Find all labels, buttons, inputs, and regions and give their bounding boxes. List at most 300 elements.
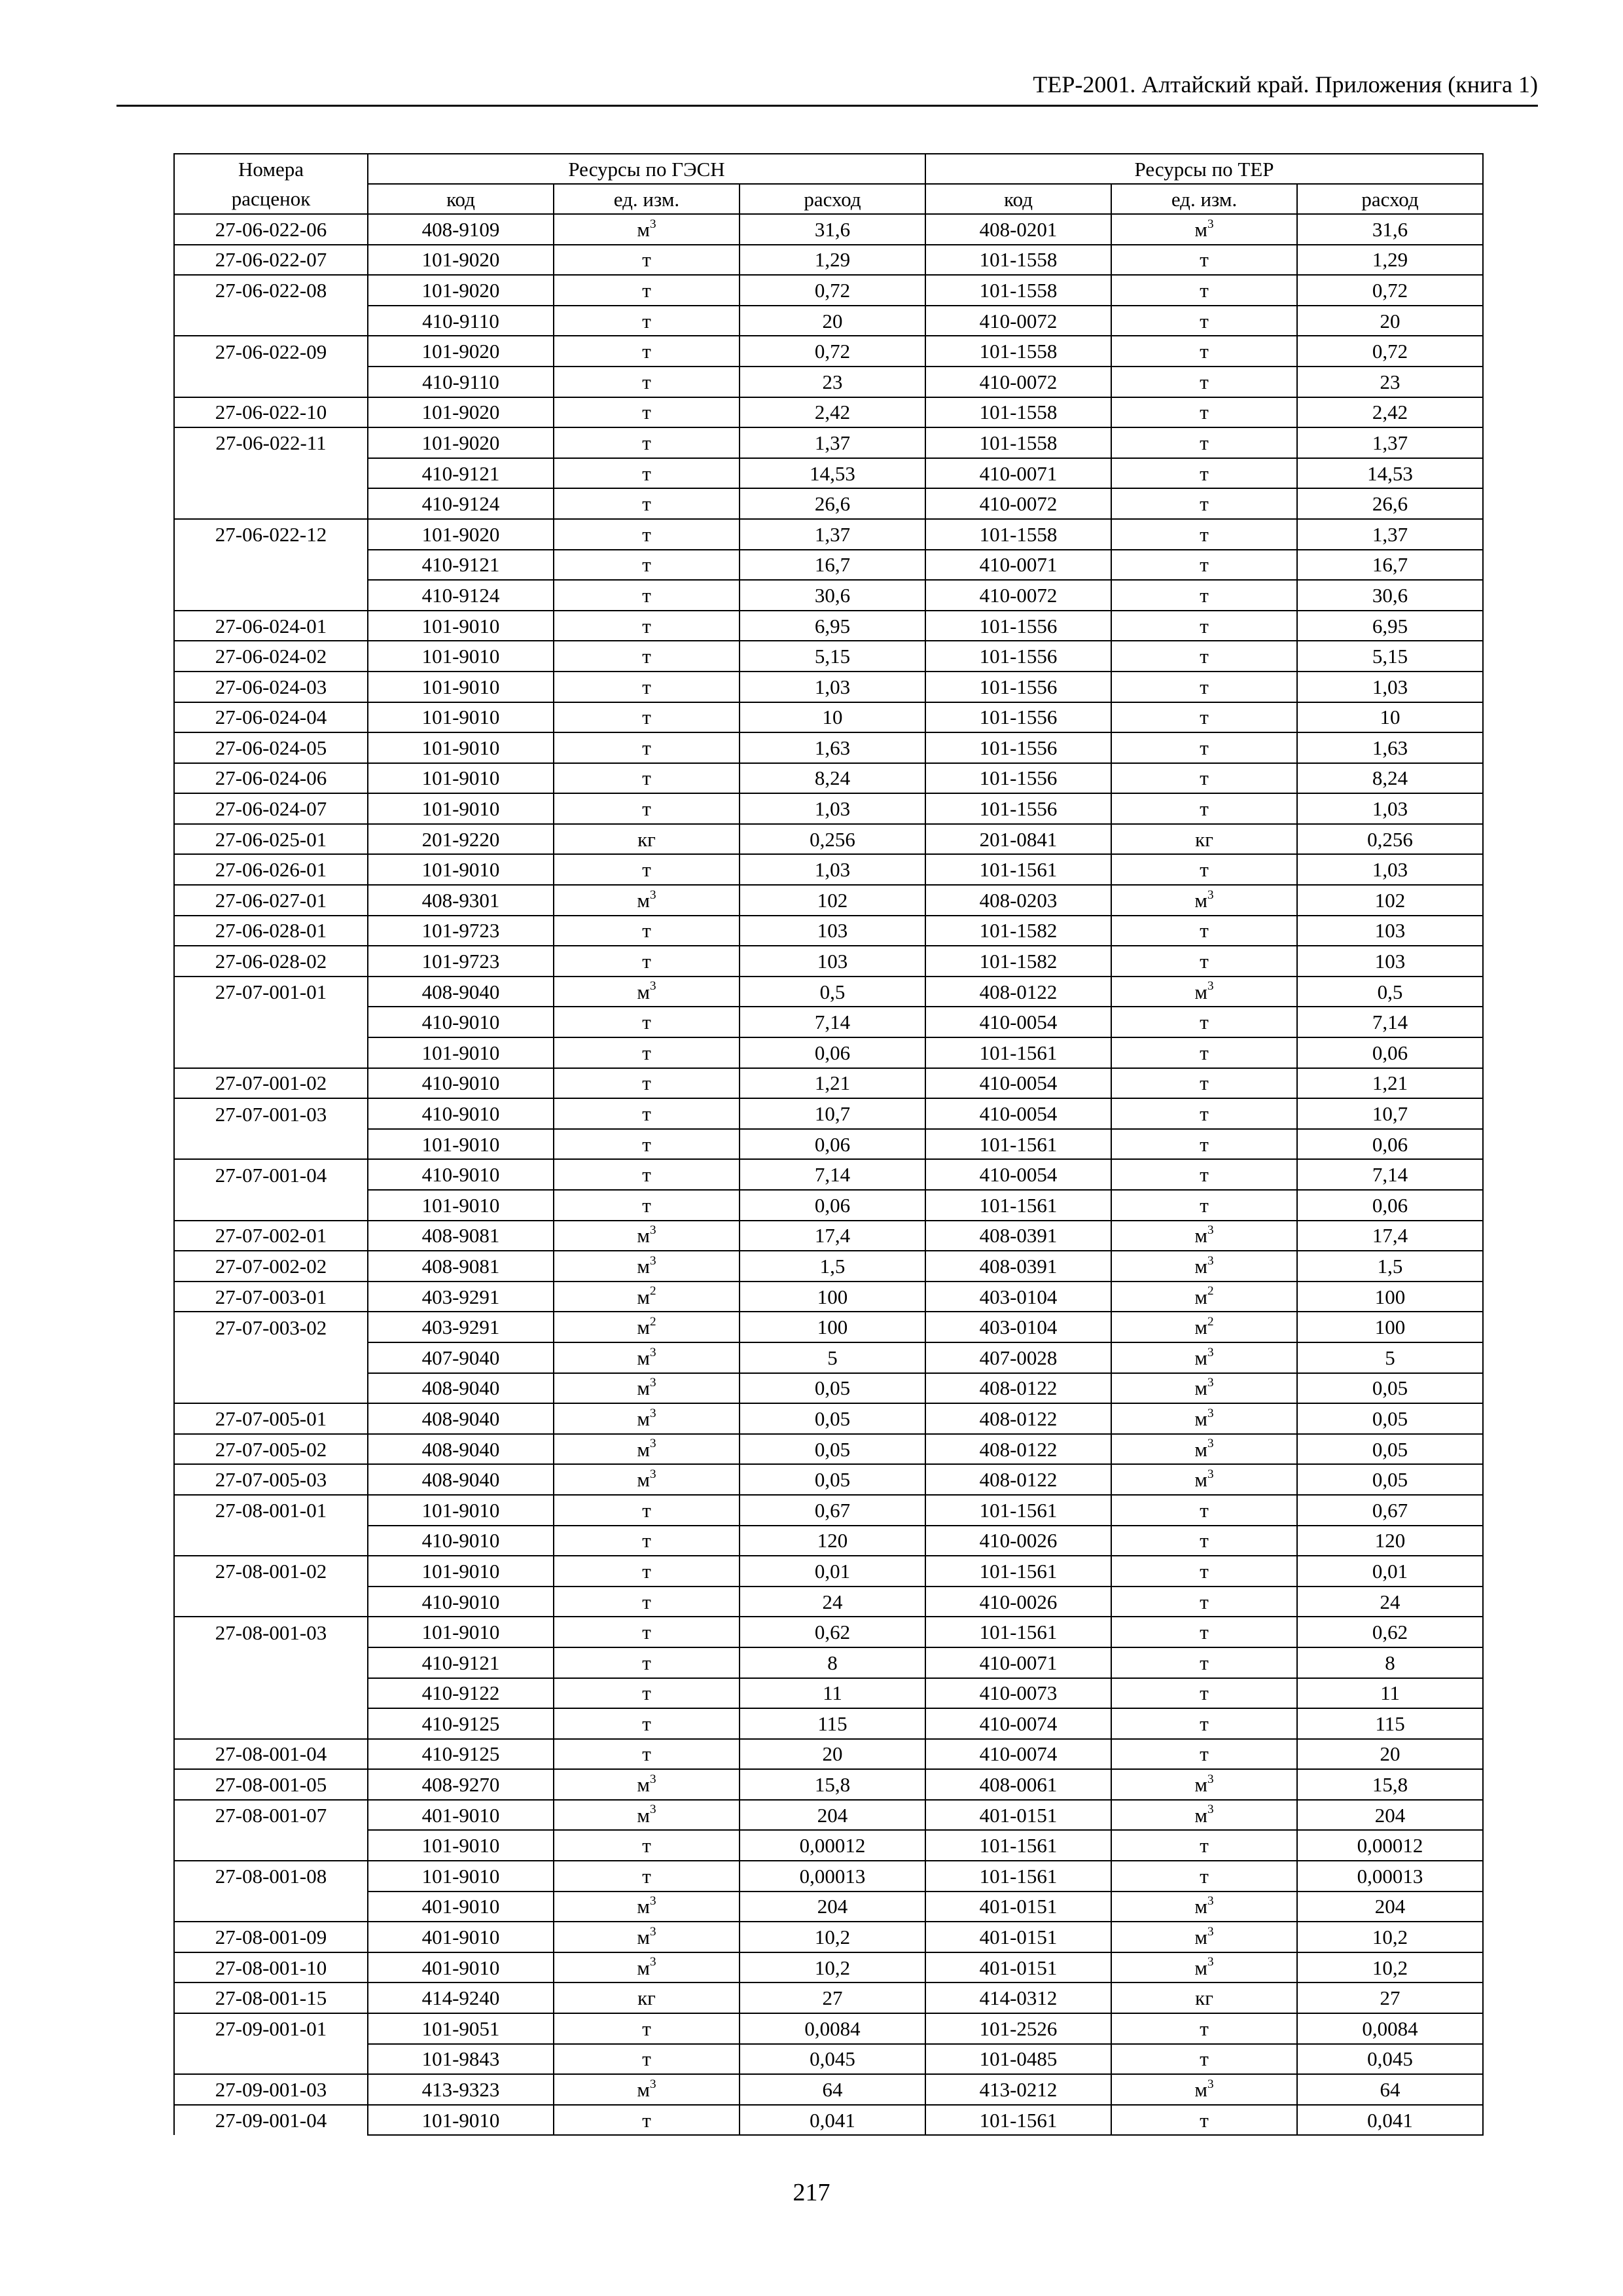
- table-row: [174, 1708, 1483, 1739]
- gesn-amount: 8: [740, 1647, 925, 1678]
- rate-number: [174, 550, 368, 581]
- gesn-amount: 102: [740, 885, 925, 916]
- gesn-unit: т: [554, 1587, 740, 1617]
- rate-number: 27-08-001-08: [174, 1861, 368, 1892]
- ter-code: 410-0026: [925, 1526, 1111, 1556]
- ter-unit: $м^3$: [1111, 885, 1297, 916]
- ter-code: 101-1582: [925, 946, 1111, 977]
- ter-code: 408-0122: [925, 1464, 1111, 1495]
- ter-code: 101-1558: [925, 519, 1111, 550]
- ter-code: 407-0028: [925, 1342, 1111, 1373]
- gesn-unit: т: [554, 336, 740, 367]
- ter-unit: $м^3$: [1111, 1251, 1297, 1282]
- table-row: [174, 1739, 1483, 1770]
- ter-amount: 100: [1297, 1312, 1483, 1342]
- gesn-code: 410-9125: [368, 1739, 554, 1770]
- table-row: [174, 732, 1483, 763]
- ter-unit: $м^3$: [1111, 1221, 1297, 1251]
- rate-number: 27-08-001-15: [174, 1982, 368, 2013]
- rate-number: [174, 458, 368, 489]
- ter-amount: 31,6: [1297, 214, 1483, 245]
- gesn-amount: 23: [740, 367, 925, 397]
- gesn-unit: $м^3$: [554, 1464, 740, 1495]
- ter-unit: т: [1111, 1159, 1297, 1190]
- ter-unit: т: [1111, 519, 1297, 550]
- rate-number: 27-06-022-10: [174, 397, 368, 428]
- gesn-amount: 0,05: [740, 1464, 925, 1495]
- ter-code: 410-0071: [925, 1647, 1111, 1678]
- rate-number: 27-07-005-03: [174, 1464, 368, 1495]
- ter-code: 101-1556: [925, 672, 1111, 702]
- gesn-unit: т: [554, 306, 740, 336]
- gesn-code: 101-9010: [368, 1861, 554, 1892]
- gesn-unit: т: [554, 732, 740, 763]
- rate-number: 27-08-001-09: [174, 1922, 368, 1952]
- ter-amount: 103: [1297, 916, 1483, 946]
- ter-amount: 10,7: [1297, 1098, 1483, 1129]
- table-row: [174, 1403, 1483, 1434]
- ter-unit: т: [1111, 672, 1297, 702]
- ter-code: 101-1558: [925, 397, 1111, 428]
- ter-code: 101-1558: [925, 275, 1111, 306]
- gesn-amount: 103: [740, 946, 925, 977]
- ter-code: 101-1561: [925, 1129, 1111, 1160]
- ter-amount: 1,03: [1297, 854, 1483, 885]
- gesn-code: 101-9010: [368, 1830, 554, 1861]
- ter-amount: 6,95: [1297, 611, 1483, 641]
- ter-amount: 14,53: [1297, 458, 1483, 489]
- gesn-unit: $м^3$: [554, 1403, 740, 1434]
- gesn-code: 101-9723: [368, 946, 554, 977]
- gesn-unit: т: [554, 702, 740, 733]
- ter-code-heading: код: [925, 184, 1111, 214]
- ter-code: 101-1558: [925, 427, 1111, 458]
- ter-unit: т: [1111, 550, 1297, 581]
- group-gesn-heading: Ресурсы по ГЭСН: [368, 154, 925, 184]
- ter-code: 101-1561: [925, 2105, 1111, 2136]
- rate-number: 27-09-001-01: [174, 2013, 368, 2044]
- rate-number: 27-06-025-01: [174, 824, 368, 855]
- gesn-unit: т: [554, 245, 740, 276]
- table-row: [174, 306, 1483, 336]
- table-row: [174, 214, 1483, 245]
- rate-number: [174, 1342, 368, 1373]
- gesn-amount: 10,2: [740, 1922, 925, 1952]
- table-row: [174, 824, 1483, 855]
- ter-code: 101-1556: [925, 763, 1111, 794]
- rate-number: [174, 1007, 368, 1037]
- rate-number: 27-06-024-05: [174, 732, 368, 763]
- ter-amount: 20: [1297, 306, 1483, 336]
- table-row: [174, 245, 1483, 276]
- table-row: [174, 1373, 1483, 1404]
- gesn-amount: 0,05: [740, 1373, 925, 1404]
- table-row: [174, 336, 1483, 367]
- gesn-amount: 100: [740, 1312, 925, 1342]
- table-row: [174, 488, 1483, 519]
- gesn-amount: 1,21: [740, 1068, 925, 1099]
- gesn-amount: 0,00013: [740, 1861, 925, 1892]
- gesn-unit-heading: ед. изм.: [554, 184, 740, 214]
- rate-number: 27-06-026-01: [174, 854, 368, 885]
- table-row: [174, 367, 1483, 397]
- gesn-amount: 0,041: [740, 2105, 925, 2136]
- ter-code: 410-0026: [925, 1587, 1111, 1617]
- ter-amount: 1,5: [1297, 1251, 1483, 1282]
- gesn-code: 410-9010: [368, 1526, 554, 1556]
- table-row: [174, 1007, 1483, 1037]
- gesn-amount: 0,72: [740, 336, 925, 367]
- table-row: [174, 519, 1483, 550]
- ter-amount: 0,67: [1297, 1495, 1483, 1526]
- resource-table: [173, 153, 1484, 2136]
- ter-unit: $м^3$: [1111, 1800, 1297, 1831]
- ter-unit: т: [1111, 1037, 1297, 1068]
- table-row: [174, 458, 1483, 489]
- rate-number: 27-08-001-04: [174, 1739, 368, 1770]
- ter-code: 101-1556: [925, 732, 1111, 763]
- ter-amount: 10: [1297, 702, 1483, 733]
- ter-amount: 0,72: [1297, 275, 1483, 306]
- table-row: [174, 1282, 1483, 1312]
- gesn-code: 408-9040: [368, 1464, 554, 1495]
- ter-amount: 0,256: [1297, 824, 1483, 855]
- table-row: [174, 1251, 1483, 1282]
- ter-code: 408-0391: [925, 1251, 1111, 1282]
- ter-amount-heading: расход: [1297, 184, 1483, 214]
- ter-unit: $м^3$: [1111, 1952, 1297, 1983]
- gesn-unit: т: [554, 488, 740, 519]
- ter-amount: 0,00013: [1297, 1861, 1483, 1892]
- gesn-amount: 0,00012: [740, 1830, 925, 1861]
- rate-number: 27-08-001-01: [174, 1495, 368, 1526]
- ter-code: 410-0054: [925, 1068, 1111, 1099]
- gesn-amount: 26,6: [740, 488, 925, 519]
- table-header: [174, 154, 1483, 214]
- ter-amount: 10,2: [1297, 1952, 1483, 1983]
- ter-unit: т: [1111, 1830, 1297, 1861]
- gesn-amount: 17,4: [740, 1221, 925, 1251]
- gesn-unit: т: [554, 2044, 740, 2075]
- ter-unit: т: [1111, 946, 1297, 977]
- ter-unit: т: [1111, 916, 1297, 946]
- gesn-code: 414-9240: [368, 1982, 554, 2013]
- rate-number: [174, 1708, 368, 1739]
- gesn-amount: 10,2: [740, 1952, 925, 1983]
- gesn-code: 410-9121: [368, 550, 554, 581]
- ter-amount: 0,0084: [1297, 2013, 1483, 2044]
- rate-number: [174, 367, 368, 397]
- gesn-amount: 204: [740, 1800, 925, 1831]
- gesn-amount: 100: [740, 1282, 925, 1312]
- gesn-code: 101-9010: [368, 2105, 554, 2136]
- ter-unit: т: [1111, 702, 1297, 733]
- table-row: [174, 672, 1483, 702]
- ter-unit: т: [1111, 336, 1297, 367]
- table-row: [174, 1526, 1483, 1556]
- gesn-unit: $м^3$: [554, 1373, 740, 1404]
- gesn-amount: 5,15: [740, 641, 925, 672]
- rate-number: 27-06-028-01: [174, 916, 368, 946]
- rate-number: [174, 1587, 368, 1617]
- ter-amount: 23: [1297, 367, 1483, 397]
- ter-amount: 204: [1297, 1800, 1483, 1831]
- ter-amount: 100: [1297, 1282, 1483, 1312]
- ter-code: 410-0072: [925, 367, 1111, 397]
- ter-unit: т: [1111, 2013, 1297, 2044]
- ter-unit: т: [1111, 245, 1297, 276]
- table-row: [174, 1647, 1483, 1678]
- gesn-code: 101-9010: [368, 611, 554, 641]
- gesn-code: 410-9010: [368, 1587, 554, 1617]
- gesn-amount: 10,7: [740, 1098, 925, 1129]
- rate-number: [174, 1830, 368, 1861]
- ter-amount: 0,06: [1297, 1129, 1483, 1160]
- gesn-unit: т: [554, 854, 740, 885]
- gesn-amount: 31,6: [740, 214, 925, 245]
- ter-unit: т: [1111, 1526, 1297, 1556]
- ter-amount: 102: [1297, 885, 1483, 916]
- ter-code: 408-0122: [925, 1434, 1111, 1465]
- gesn-code: 410-9121: [368, 1647, 554, 1678]
- table-row: [174, 2013, 1483, 2044]
- rate-number: 27-06-022-08: [174, 275, 368, 306]
- rate-number: 27-08-001-07: [174, 1800, 368, 1831]
- table-row: [174, 580, 1483, 611]
- ter-code: 410-0054: [925, 1007, 1111, 1037]
- ter-unit: т: [1111, 732, 1297, 763]
- gesn-amount: 1,37: [740, 427, 925, 458]
- table-row: [174, 1342, 1483, 1373]
- gesn-amount: 1,03: [740, 672, 925, 702]
- header-title: ТЕР-2001. Алтайский край. Приложения (книга 1): [1033, 71, 1538, 98]
- table-row: [174, 854, 1483, 885]
- ter-amount: 7,14: [1297, 1159, 1483, 1190]
- rate-number: [174, 2044, 368, 2075]
- gesn-unit: т: [554, 1617, 740, 1647]
- gesn-unit: т: [554, 1708, 740, 1739]
- table-row: [174, 1769, 1483, 1800]
- gesn-unit: $м^3$: [554, 2074, 740, 2105]
- rate-number: 27-07-001-04: [174, 1159, 368, 1190]
- table-row: [174, 1922, 1483, 1952]
- gesn-amount: 120: [740, 1526, 925, 1556]
- ter-amount: 103: [1297, 946, 1483, 977]
- rate-number: 27-08-001-10: [174, 1952, 368, 1983]
- ter-unit: т: [1111, 1678, 1297, 1709]
- ter-unit-heading: ед. изм.: [1111, 184, 1297, 214]
- gesn-amount: 0,5: [740, 977, 925, 1007]
- gesn-amount: 0,05: [740, 1403, 925, 1434]
- ter-amount: 115: [1297, 1708, 1483, 1739]
- rate-number: 27-06-024-04: [174, 702, 368, 733]
- ter-amount: 1,63: [1297, 732, 1483, 763]
- table-row: [174, 2044, 1483, 2075]
- table-row: [174, 1678, 1483, 1709]
- ter-unit: т: [1111, 854, 1297, 885]
- rate-number: [174, 1892, 368, 1922]
- ter-unit: $м^3$: [1111, 1434, 1297, 1465]
- ter-code: 101-1561: [925, 1037, 1111, 1068]
- gesn-unit: т: [554, 1526, 740, 1556]
- ter-code: 101-1556: [925, 793, 1111, 824]
- ter-code: 408-0122: [925, 1373, 1111, 1404]
- table-row: [174, 397, 1483, 428]
- table-row: [174, 1068, 1483, 1099]
- gesn-unit: т: [554, 458, 740, 489]
- gesn-code: 408-9081: [368, 1221, 554, 1251]
- gesn-unit: т: [554, 1678, 740, 1709]
- gesn-code: 101-9843: [368, 2044, 554, 2075]
- ter-unit: т: [1111, 1007, 1297, 1037]
- gesn-unit: т: [554, 1037, 740, 1068]
- ter-unit: т: [1111, 367, 1297, 397]
- rate-number: 27-07-003-01: [174, 1282, 368, 1312]
- ter-code: 101-1582: [925, 916, 1111, 946]
- ter-amount: 26,6: [1297, 488, 1483, 519]
- table-row: [174, 2074, 1483, 2105]
- gesn-unit: т: [554, 1739, 740, 1770]
- gesn-amount: 64: [740, 2074, 925, 2105]
- table-row: [174, 1434, 1483, 1465]
- ter-unit: т: [1111, 1129, 1297, 1160]
- gesn-code-heading: код: [368, 184, 554, 214]
- ter-unit: т: [1111, 1861, 1297, 1892]
- ter-code: 101-2526: [925, 2013, 1111, 2044]
- ter-code: 101-1561: [925, 1190, 1111, 1221]
- table-row: [174, 1587, 1483, 1617]
- gesn-unit: т: [554, 2013, 740, 2044]
- ter-unit: т: [1111, 275, 1297, 306]
- rate-number: [174, 1129, 368, 1160]
- ter-amount: 5,15: [1297, 641, 1483, 672]
- ter-amount: 0,05: [1297, 1464, 1483, 1495]
- ter-code: 401-0151: [925, 1952, 1111, 1983]
- gesn-amount: 0,045: [740, 2044, 925, 2075]
- gesn-code: 101-9010: [368, 854, 554, 885]
- gesn-code: 101-9010: [368, 1617, 554, 1647]
- gesn-unit: т: [554, 1159, 740, 1190]
- gesn-code: 410-9010: [368, 1068, 554, 1099]
- gesn-amount: 16,7: [740, 550, 925, 581]
- gesn-unit: т: [554, 1556, 740, 1587]
- ter-unit: $м^3$: [1111, 1373, 1297, 1404]
- gesn-code: 408-9040: [368, 1434, 554, 1465]
- gesn-unit: $м^3$: [554, 1800, 740, 1831]
- ter-code: 410-0074: [925, 1708, 1111, 1739]
- ter-code: 101-1558: [925, 336, 1111, 367]
- gesn-amount: 11: [740, 1678, 925, 1709]
- table-row: [174, 885, 1483, 916]
- table-row: [174, 763, 1483, 794]
- rate-number: [174, 1190, 368, 1221]
- ter-amount: 17,4: [1297, 1221, 1483, 1251]
- gesn-unit: $м^3$: [554, 1434, 740, 1465]
- gesn-code: 408-9040: [368, 1403, 554, 1434]
- gesn-code: 410-9110: [368, 367, 554, 397]
- rate-number: 27-07-005-01: [174, 1403, 368, 1434]
- rate-number: 27-08-001-05: [174, 1769, 368, 1800]
- ter-unit: $м^2$: [1111, 1312, 1297, 1342]
- ter-unit: т: [1111, 580, 1297, 611]
- gesn-unit: т: [554, 1861, 740, 1892]
- gesn-amount: 7,14: [740, 1159, 925, 1190]
- ter-amount: 120: [1297, 1526, 1483, 1556]
- gesn-code: 408-9109: [368, 214, 554, 245]
- gesn-code: 101-9020: [368, 427, 554, 458]
- ter-amount: 27: [1297, 1982, 1483, 2013]
- ter-unit: т: [1111, 427, 1297, 458]
- ter-unit: т: [1111, 1739, 1297, 1770]
- gesn-amount-heading: расход: [740, 184, 925, 214]
- table-body: [174, 214, 1483, 2135]
- ter-unit: т: [1111, 641, 1297, 672]
- rate-number: 27-06-024-07: [174, 793, 368, 824]
- ter-code: 101-1558: [925, 245, 1111, 276]
- rate-number: 27-06-022-09: [174, 336, 368, 367]
- ter-unit: кг: [1111, 1982, 1297, 2013]
- table-row: [174, 977, 1483, 1007]
- ter-amount: 0,5: [1297, 977, 1483, 1007]
- table-row: [174, 2105, 1483, 2136]
- gesn-amount: 20: [740, 306, 925, 336]
- rate-number: 27-08-001-03: [174, 1617, 368, 1647]
- table-row: [174, 1190, 1483, 1221]
- gesn-amount: 0,0084: [740, 2013, 925, 2044]
- rate-number: 27-06-022-07: [174, 245, 368, 276]
- page-number: 217: [793, 2179, 830, 2206]
- gesn-code: 410-9124: [368, 580, 554, 611]
- table-row: [174, 1037, 1483, 1068]
- gesn-amount: 1,03: [740, 793, 925, 824]
- ter-amount: 0,06: [1297, 1037, 1483, 1068]
- gesn-unit: $м^3$: [554, 1342, 740, 1373]
- gesn-unit: кг: [554, 824, 740, 855]
- ter-amount: 8: [1297, 1647, 1483, 1678]
- ter-code: 408-0203: [925, 885, 1111, 916]
- gesn-amount: 0,06: [740, 1037, 925, 1068]
- gesn-code: 101-9020: [368, 336, 554, 367]
- ter-amount: 0,05: [1297, 1403, 1483, 1434]
- table-row: [174, 946, 1483, 977]
- ter-amount: 1,29: [1297, 245, 1483, 276]
- ter-unit: $м^3$: [1111, 2074, 1297, 2105]
- page-header: [116, 71, 1538, 107]
- ter-code: 414-0312: [925, 1982, 1111, 2013]
- ter-code: 410-0074: [925, 1739, 1111, 1770]
- ter-amount: 7,14: [1297, 1007, 1483, 1037]
- rate-number: [174, 1678, 368, 1709]
- ter-amount: 1,37: [1297, 427, 1483, 458]
- ter-unit: $м^3$: [1111, 1769, 1297, 1800]
- gesn-code: 410-9010: [368, 1159, 554, 1190]
- ter-unit: $м^2$: [1111, 1282, 1297, 1312]
- table-row: [174, 1221, 1483, 1251]
- gesn-code: 410-9124: [368, 488, 554, 519]
- col-numbers-heading-2: расценок: [174, 184, 368, 214]
- ter-code: 101-1556: [925, 702, 1111, 733]
- ter-code: 408-0122: [925, 1403, 1111, 1434]
- ter-unit: т: [1111, 2105, 1297, 2136]
- ter-unit: $м^3$: [1111, 1403, 1297, 1434]
- ter-code: 101-1556: [925, 611, 1111, 641]
- gesn-unit: т: [554, 1098, 740, 1129]
- gesn-amount: 1,5: [740, 1251, 925, 1282]
- gesn-amount: 7,14: [740, 1007, 925, 1037]
- gesn-amount: 115: [740, 1708, 925, 1739]
- ter-unit: $м^3$: [1111, 1464, 1297, 1495]
- gesn-amount: 14,53: [740, 458, 925, 489]
